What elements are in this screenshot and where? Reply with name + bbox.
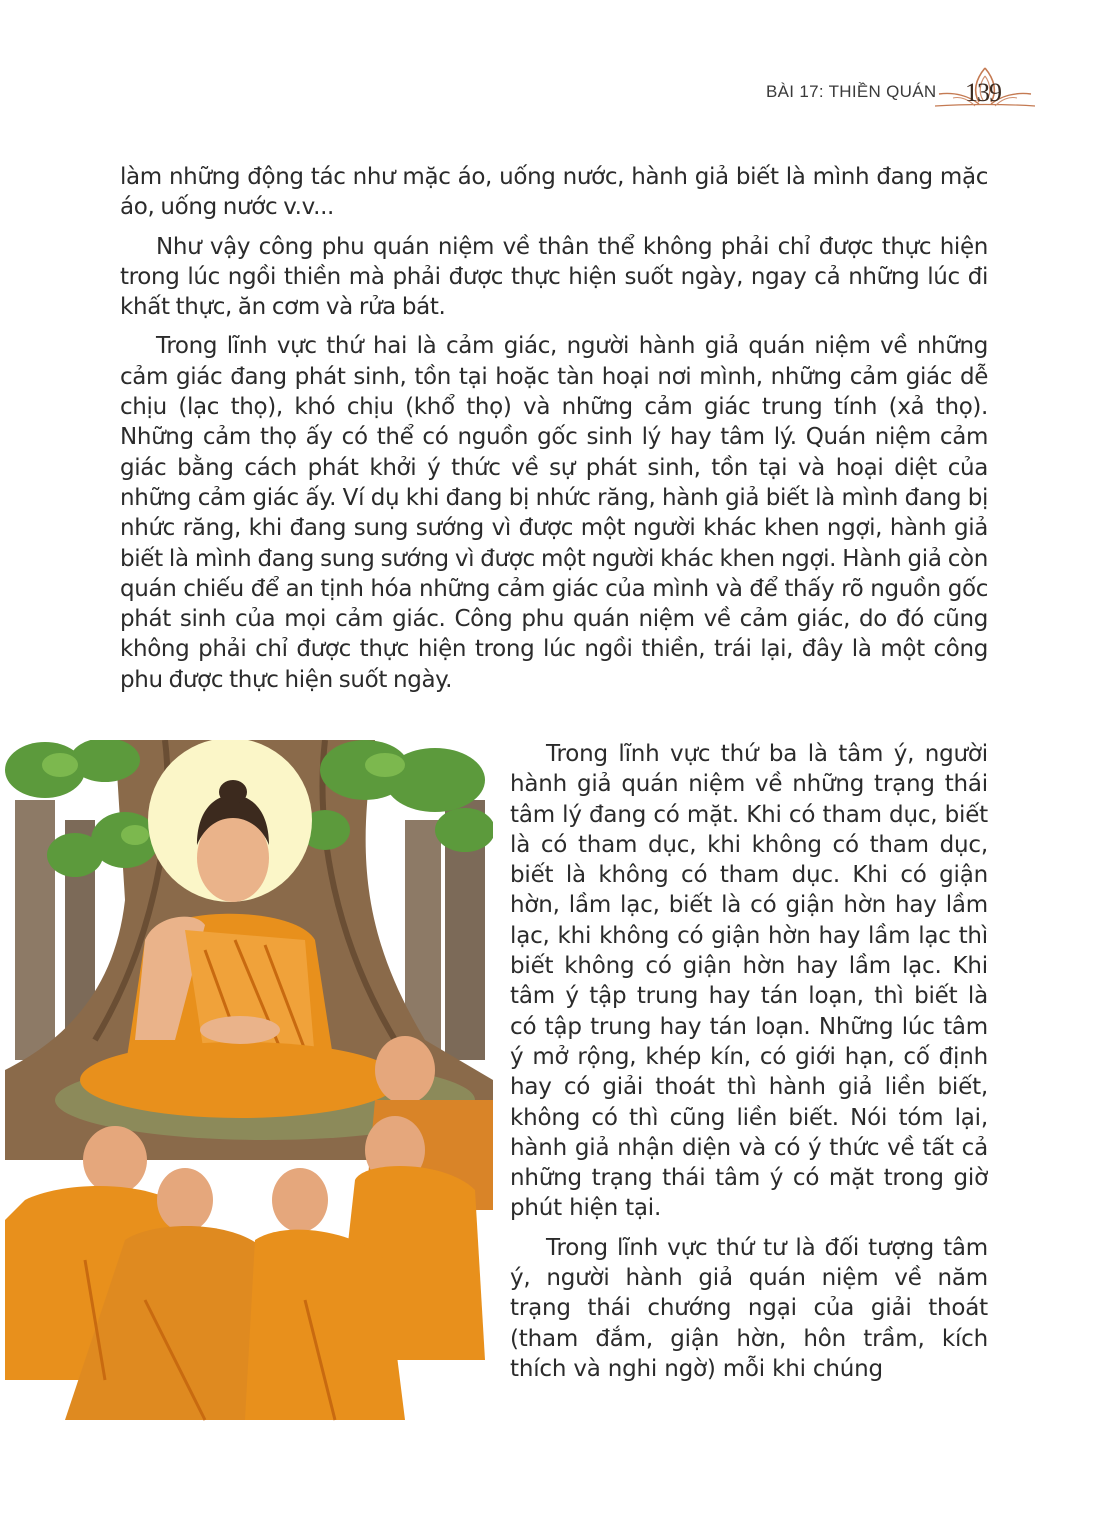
body-text-full-width bbox=[120, 162, 988, 704]
body-text-beside-illustration bbox=[510, 739, 988, 1393]
buddha-illustration bbox=[5, 740, 493, 1430]
paragraph: Trong lĩnh vực thứ hai là cảm giác, người hành giả quán niệm về những cảm giác đang phát sinh, tồn tại hoặc tàn hoại nơi mình, những cảm giác dễ chịu (lạc thọ), khó chịu (khổ thọ) và những cảm giác trung tính (xả thọ). Những cảm thọ ấy có thể có nguồn gốc sinh lý hay tâm lý. Quán niệm cảm giác bằng cách phát khởi ý thức về sự phát sinh, tồn tại và hoại diệt của những cảm giác ấy. Ví dụ khi đang bị nhức răng, hành giả biết là mình đang bị nhức răng, khi đang sung sướng vì được một người khác khen ngợi, hành giả biết là mình đang sung sướng vì được một người khác khen ngợi. Hành giả còn quán chiếu để an tịnh hóa những cảm giác của mình và để thấy rõ nguồn gốc phát sinh của mọi cảm giác. Công phu quán niệm về cảm giác, do đó cũng không phải chỉ được thực hiện trong lúc ngồi thiền, trái lại, đây là một công phu được thực hiện suốt ngày. bbox=[120, 333, 988, 693]
paragraph: Trong lĩnh vực thứ tư là đối tượng tâm ý, người hành giả quán niệm về năm trạng thái chướng ngại của giải thoát (tham đắm, giận hờn, hôn trầm, kích thích và nghi ngờ) mỗi khi chúng bbox=[510, 1234, 988, 1382]
paragraph: Như vậy công phu quán niệm về thân thể không phải chỉ được thực hiện trong lúc ngồi thiền mà phải được thực hiện suốt ngày, ngay cả những lúc đi khất thực, ăn cơm và rửa bát. bbox=[120, 233, 988, 321]
paragraph: làm những động tác như mặc áo, uống nước, hành giả biết là mình đang mặc áo, uống nước v.v... bbox=[120, 164, 988, 221]
paragraph: Trong lĩnh vực thứ ba là tâm ý, người hành giả quán niệm về những trạng thái tâm lý đang có mặt. Khi có tham dục, biết là có tham dục, khi không có tham dục, biết là không có tham dục. Khi có giận hờn, lầm lạc, biết là có giận hờn hay lầm lạc, khi không có giận hờn hay lầm lạc thì biết không có giận hờn hay lầm lạc. Khi tâm ý tập trung hay tán loạn, thì biết là có tập trung hay tán loạn. Những lúc tâm ý mở rộng, khép kín, có giới hạn, cố định hay có giải thoát thì hành giả liền biết, không có thì cũng liền biết. Nói tóm lại, hành giả nhận diện và có ý thức về tất cả những trạng thái tâm ý có mặt trong giờ phút hiện tại. bbox=[510, 741, 988, 1222]
page-number: 139 bbox=[965, 78, 1001, 107]
chapter-title: BÀI 17: THIỀN QUÁN bbox=[766, 82, 937, 101]
page-header bbox=[0, 78, 1106, 118]
